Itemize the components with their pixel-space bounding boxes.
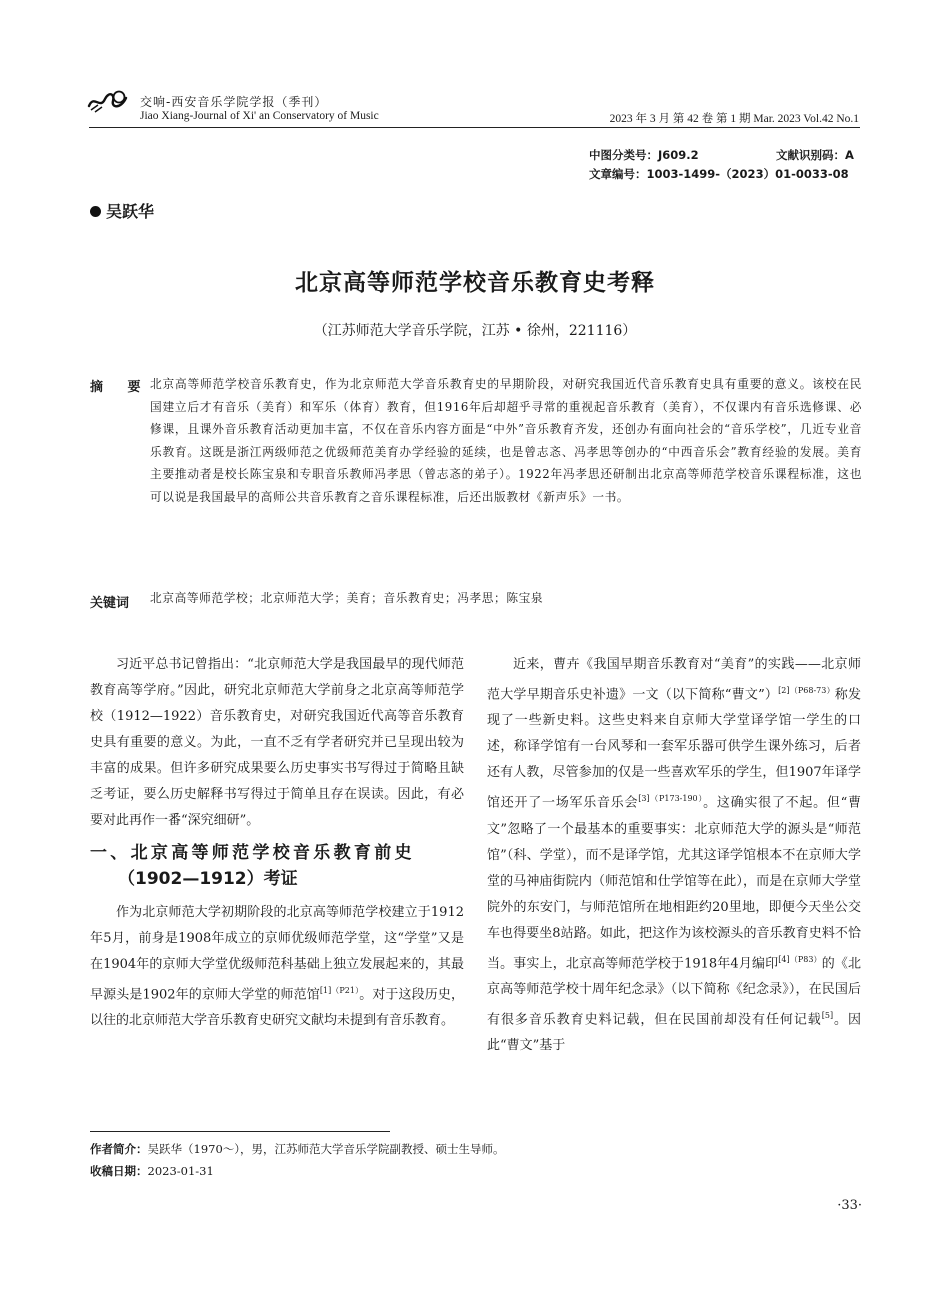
document-code: 文献识别码：A [776, 148, 854, 162]
author-bio-label: 作者简介： [90, 1142, 148, 1156]
section1-text-tail: 。对于这段历史，以往的北京师范大学音乐教育史研究文献均未提到有音乐教育。 [90, 987, 464, 1029]
abstract-label: 摘 要 [90, 380, 151, 395]
abstract-text: 北京高等师范学校音乐教育史，作为北京师范大学音乐教育史的早期阶段，对研究我国近代音乐教育史具有重要的意义。该校在民国建立后才有音乐（美育）和军乐（体育）教育，但1916年后却超乎寻常的重视起音乐教育（美育），不仅课内有音乐选修课、必修课，且课外音乐教育活动更加丰富，不仅在音乐内容方面是“中外”音乐教育齐发，还创办有面向社会的“音乐学校”，几近专业音乐教育。这既是浙江两级师范之优级师范美育办学经验的延续，也是曾志忞、冯孝思等创办的“中西音乐会”教育经验的发展。美育主要推动者是校长陈宝泉和专职音乐教师冯孝思（曾志忞的弟子）。1922年冯孝思还研制出北京高等师范学校音乐课程标准，这也可以说是我国最早的高师公共音乐教育之音乐课程标准，后还出版教材《新声乐》一书。 [150, 377, 862, 504]
citation-1: [1]（P21） [319, 986, 360, 995]
right-text-a: 近来，曹卉《我国早期音乐教育对“美育”的实践——北京师范大学早期音乐史补遗》一文（以下简称“曹文”） [487, 657, 861, 703]
author-bio [90, 1141, 505, 1157]
received-date-label: 收稿日期： [90, 1164, 148, 1178]
bullet-icon [90, 206, 101, 217]
clc-number: 中图分类号：J609.2 [589, 148, 699, 162]
keywords-label: 关键词 [90, 596, 130, 611]
received-date-text: 2023-01-31 [147, 1164, 214, 1178]
article-number: 文章编号：1003-1499-（2023）01-0033-08 [589, 167, 849, 181]
section-heading-line-2: （1902—1912）考证 [118, 869, 298, 889]
keywords-text: 北京高等师范学校；北京师范大学；美育；音乐教育史；冯孝思；陈宝泉 [150, 591, 544, 605]
author-line [90, 199, 154, 222]
section1-text: 作为北京师范大学初期阶段的北京高等师范学校建立于1912年5月，前身是1908年成立的京师优级师范学堂，这“学堂”又是在1904年的京师大学堂优级师范科基础上独立发展起来的，其最早源头是1902年的京师大学堂的师范馆 [90, 905, 464, 1003]
issue-info: 2023 年 3 月 第 42 卷 第 1 期 Mar. 2023 Vol.42 No.1 [609, 113, 859, 125]
citation-2: [2]（P68-73） [778, 686, 835, 695]
right-text-b: 称发现了一些新史料。这些史料来自京师大学堂译学馆一学生的口述，称译学馆有一台风琴和一套军乐器可供学生课外练习，后者还有人教，尽管参加的仅是一些喜欢军乐的学生，但1907年译学馆还开了一场军乐音乐会 [487, 687, 861, 811]
section-heading-1 [90, 840, 464, 892]
right-text-c: 。这确实很了不起。但“曹文”忽略了一个最基本的重要事实：北京师范大学的源头是“师范馆”（科、学堂），而不是译学馆，尤其这译学馆根本不在京师大学堂的马神庙街院内（师范馆和仕学馆等在此），而是在京师大学堂院外的东安门，与师范馆所在地相距约20里地，即便今天坐公交车也得要坐8站路。如此，把这作为该校源头的音乐教育史料不恰当。事实上，北京高等师范学校于1918年4月编印 [487, 795, 861, 971]
body-left-column [90, 652, 464, 1034]
section-heading-line-1: 一、北京高等师范学校音乐教育前史 [90, 843, 415, 863]
citation-3: [3]（P173-190） [638, 794, 704, 804]
citation-5: [5] [821, 1010, 834, 1020]
body-right-column [487, 652, 861, 1059]
author-name: 吴跃华 [106, 202, 155, 221]
intro-paragraph: 习近平总书记曾指出：“北京师范大学是我国最早的现代师范教育高等学府。”因此，研究北京师范大学前身之北京高等师范学校（1912—1922）音乐教育史，对研究我国近代高等音乐教育史具有重要的意义。为此，一直不乏有学者研究并已呈现出较为丰富的成果。但许多研究成果要么历史事实书写得过于简略且缺乏考证，要么历史解释书写得过于简单且存在误读。因此，有必要对此再作一番“深究细研”。 [90, 657, 464, 828]
right-paragraph [487, 652, 861, 1059]
journal-logo [86, 88, 132, 114]
citation-4: [4]（P83） [778, 954, 822, 964]
right-text-d: 的《北京高等师范学校十周年纪念录》（以下简称《纪念录》），在民国后有很多音乐教育史料记载，但在民国前却没有任何记载 [487, 955, 861, 1028]
page-number: ·33· [837, 1198, 862, 1213]
article-title: 北京高等师范学校音乐教育史考释 [295, 270, 655, 296]
journal-title-cn: 交响-西安音乐学院学报（季刊） [140, 95, 328, 109]
affiliation: （江苏师范大学音乐学院，江苏 • 徐州，221116） [313, 323, 637, 339]
footnote-rule [90, 1131, 390, 1132]
section1-paragraph [90, 900, 464, 1034]
right-text-e: 。因此“曹文”基于 [487, 1012, 861, 1054]
author-bio-text: 吴跃华（1970～），男，江苏师范大学音乐学院副教授、硕士生导师。 [147, 1142, 505, 1156]
header-rule [89, 127, 860, 128]
journal-title-en: Jiao Xiang-Journal of Xi' an Conservatory of Music [140, 110, 379, 122]
received-date [90, 1163, 214, 1179]
